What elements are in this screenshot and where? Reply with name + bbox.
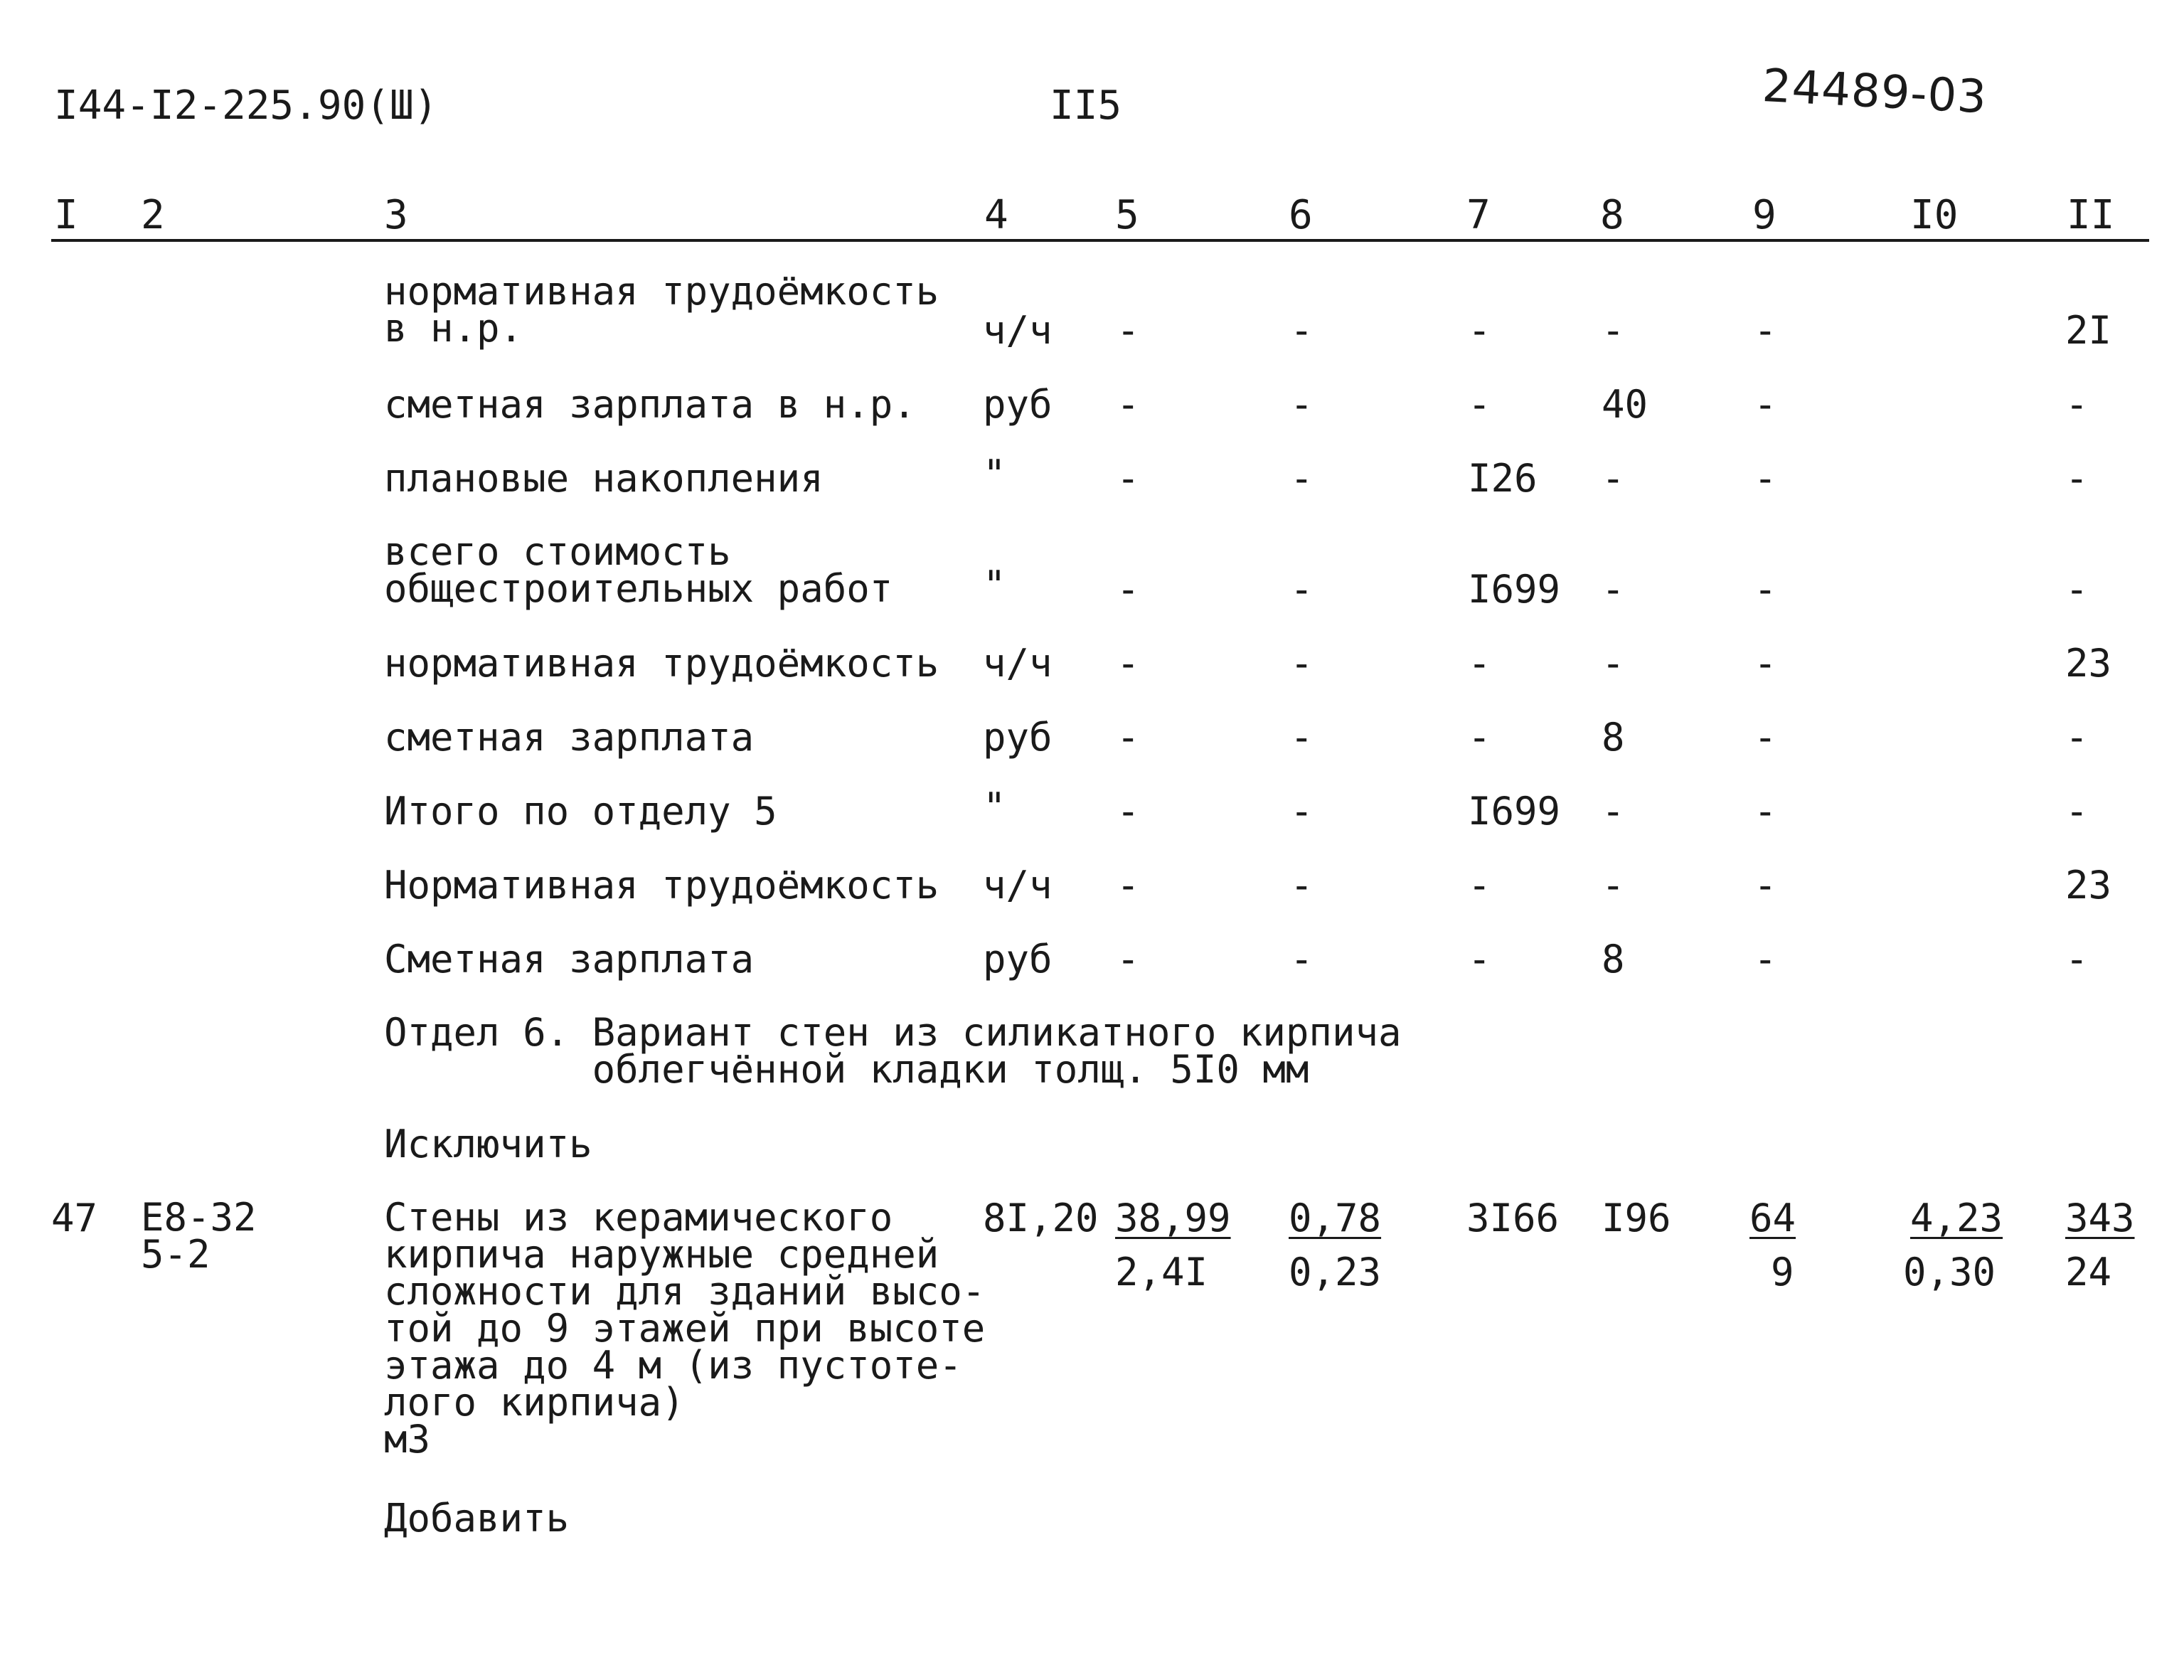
cell-col7: - [1468, 937, 1491, 982]
row-label: плановые накопления [384, 456, 824, 501]
cell-col9: - [1754, 641, 1777, 686]
cell-col5: - [1117, 382, 1140, 427]
document-code: I44-I2-225.90(Ш) [54, 83, 438, 129]
unit-cell: ч/ч [983, 641, 1053, 686]
cell-col6: - [1290, 567, 1314, 612]
row-label: Сметная зарплата [384, 937, 755, 982]
cell-col5: - [1117, 715, 1140, 760]
section-title: Отдел 6. Вариант стен из силикатного кирпича облегчённой кладки толщ. 5I0 мм [384, 1010, 1402, 1092]
unit-cell: " [983, 452, 1006, 496]
cell-col5: - [1117, 567, 1140, 612]
cell-col9: - [1754, 937, 1777, 982]
col-header-11: II [2067, 192, 2115, 238]
cell-col5: - [1117, 937, 1140, 982]
col8-value: I96 [1602, 1196, 1671, 1240]
cell-col9: - [1754, 567, 1777, 612]
row-label: сметная зарплата в н.р. [384, 382, 916, 427]
item-quantity: 8I,20 [983, 1196, 1099, 1240]
cell-col9: - [1754, 456, 1777, 501]
cell-col7: I699 [1468, 567, 1561, 612]
item-number: 47 [51, 1196, 98, 1240]
col-header-2: 2 [141, 192, 165, 238]
row-label: всего стоимость общестроительных работ [384, 529, 893, 611]
cell-col6: - [1290, 382, 1314, 427]
item-code: Е8-32 5-2 [141, 1195, 257, 1277]
col6-bottom-value: 0,23 [1289, 1250, 1382, 1294]
col10-top-value: 4,23 [1910, 1196, 2003, 1240]
col-header-1: I [54, 192, 78, 238]
cell-col6: - [1290, 641, 1314, 686]
col5-top-value: 38,99 [1115, 1196, 1231, 1240]
unit-cell: ч/ч [983, 308, 1053, 353]
cell-col8: 8 [1602, 715, 1625, 760]
col-header-7: 7 [1466, 192, 1491, 238]
cell-col11: 23 [2065, 641, 2112, 686]
cell-col6: - [1290, 715, 1314, 760]
cell-col5: - [1117, 641, 1140, 686]
cell-col9: - [1754, 715, 1777, 760]
cell-col6: - [1290, 308, 1314, 353]
col-header-3: 3 [384, 192, 408, 238]
cell-col7: - [1468, 308, 1491, 353]
cell-col5: - [1117, 456, 1140, 501]
cell-col9: - [1754, 308, 1777, 353]
unit-cell: " [983, 563, 1006, 607]
cell-col5: - [1117, 789, 1140, 834]
col-header-8: 8 [1600, 192, 1624, 238]
col-header-5: 5 [1115, 192, 1139, 238]
cell-col6: - [1290, 937, 1314, 982]
cell-col11: 23 [2065, 863, 2112, 908]
cell-col7: - [1468, 863, 1491, 908]
row-label: Итого по отделу 5 [384, 789, 777, 834]
item-description: Стены из керамического кирпича наружные средней сложности для зданий высо- той до 9 этажей при высоте этажа до 4 м (из пустоте- лого кирпича) м3 [384, 1195, 986, 1462]
add-label: Добавить [384, 1496, 570, 1541]
cell-col6: - [1290, 789, 1314, 834]
col11-bottom-value: 24 [2065, 1250, 2112, 1294]
cell-col8: 8 [1602, 937, 1625, 982]
col10-bottom-value: 0,30 [1903, 1250, 1996, 1294]
exclude-label: Исключить [384, 1122, 592, 1166]
cell-col8: - [1602, 456, 1625, 501]
col9-top-value: 64 [1749, 1196, 1796, 1240]
col5-bottom-value: 2,4I [1115, 1250, 1208, 1294]
cell-col8: - [1602, 641, 1625, 686]
cell-col8: - [1602, 863, 1625, 908]
unit-cell: ч/ч [983, 863, 1053, 908]
header-rule [51, 239, 2149, 242]
cell-col11: - [2065, 382, 2089, 427]
cell-col9: - [1754, 789, 1777, 834]
cell-col8: 40 [1602, 382, 1648, 427]
col7-value: 3I66 [1466, 1196, 1560, 1240]
col9-bottom-value: 9 [1771, 1250, 1794, 1294]
cell-col11: - [2065, 937, 2089, 982]
cell-col8: - [1602, 789, 1625, 834]
cell-col7: - [1468, 382, 1491, 427]
cell-col9: - [1754, 863, 1777, 908]
unit-cell: руб [983, 382, 1053, 427]
cell-col7: I699 [1468, 789, 1561, 834]
cell-col7: - [1468, 641, 1491, 686]
cell-col8: - [1602, 308, 1625, 353]
cell-col5: - [1117, 863, 1140, 908]
row-label: нормативная трудоёмкость [384, 641, 939, 686]
unit-cell: " [983, 785, 1006, 829]
col11-top-value: 343 [2065, 1196, 2135, 1240]
cell-col7: - [1468, 715, 1491, 760]
cell-col11: - [2065, 456, 2089, 501]
col6-top-value: 0,78 [1289, 1196, 1382, 1240]
cell-col7: I26 [1468, 456, 1538, 501]
row-label: Нормативная трудоёмкость [384, 863, 939, 908]
cell-col8: - [1602, 567, 1625, 612]
cell-col6: - [1290, 456, 1314, 501]
cell-col11: 2I [2065, 308, 2112, 353]
cell-col11: - [2065, 567, 2089, 612]
row-label: сметная зарплата [384, 715, 755, 760]
row-label: нормативная трудоёмкость в н.р. [384, 269, 939, 351]
cell-col9: - [1754, 382, 1777, 427]
col-header-9: 9 [1752, 192, 1777, 238]
cell-col6: - [1290, 863, 1314, 908]
col-header-6: 6 [1289, 192, 1313, 238]
cell-col11: - [2065, 789, 2089, 834]
unit-cell: руб [983, 937, 1053, 982]
cell-col5: - [1117, 308, 1140, 353]
handwritten-number: 24489-03 [1761, 60, 1988, 124]
page-number: II5 [1050, 83, 1122, 129]
col-header-10: I0 [1910, 192, 1959, 238]
col-header-4: 4 [984, 192, 1008, 238]
unit-cell: руб [983, 715, 1053, 760]
cell-col11: - [2065, 715, 2089, 760]
